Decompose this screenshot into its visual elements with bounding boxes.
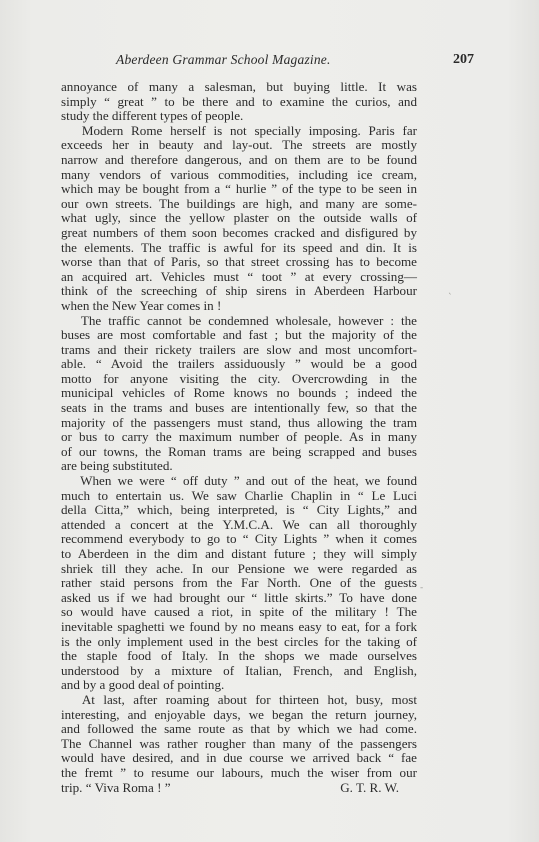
text-line: of our towns, the Roman trams are being scrapped and buses xyxy=(61,443,417,459)
text-line: so would have caused a riot, in spite of the military ! The xyxy=(61,604,417,620)
text-line: the staple food of Italy. In the shops we made ourselves xyxy=(61,648,417,664)
text-line: The Channel was rather rougher than many of the passengers xyxy=(61,735,417,751)
text-line: much to entertain us. We saw Charlie Chaplin in “ Le Luci xyxy=(61,487,417,503)
text-line: rather staid persons from the Far North. One of the guests xyxy=(61,575,417,591)
text-line: our own streets. The buildings are high, and many are some- xyxy=(61,195,417,211)
text-line: annoyance of many a salesman, but buying little. It was xyxy=(61,79,417,94)
text-line: is the only implement used in the best circles for the taking of xyxy=(61,633,417,649)
text-line: asked us if we had brought our “ little skirts.” To have done xyxy=(61,589,417,605)
text-line: interesting, and enjoyable days, we began the return journey, xyxy=(61,706,417,722)
author-signature: G. T. R. W. xyxy=(340,779,399,795)
closing-text: trip. “ Viva Roma ! ” xyxy=(61,779,171,795)
text-line: think of the screeching of ship sirens in Aberdeen Harbour xyxy=(61,283,417,299)
text-line: when the New Year comes in ! xyxy=(61,297,222,313)
text-line: which may be bought from a “ hurlie ” of the type to be seen in xyxy=(61,181,417,197)
text-line: and followed the same route as that by which we had come. xyxy=(61,721,417,737)
text-line: buses are most comfortable and fast ; but the majority of the xyxy=(61,327,417,343)
text-line: attended a concert at the Y.M.C.A. We can all thoroughly xyxy=(61,516,417,532)
text-line: able. “ Avoid the trailers assiduously ” would be a good xyxy=(61,356,417,372)
text-line: narrow and therefore dangerous, and on them are to be found xyxy=(61,151,417,167)
closing-line xyxy=(61,781,417,796)
text-line: and by a good deal of pointing. xyxy=(61,677,225,693)
text-line: municipal vehicles of Rome knows no bounds ; indeed the xyxy=(61,385,417,401)
stray-mark: - xyxy=(420,583,424,593)
text-line: Modern Rome herself is not specially imposing. Paris far xyxy=(61,122,417,138)
text-line: the elements. The traffic is awful for its speed and din. It is xyxy=(61,239,417,255)
text-line: trams and their rickety trailers are slow and most uncomfort- xyxy=(61,341,417,357)
text-line: seats in the trams and buses are intentionally few, so that the xyxy=(61,400,417,416)
text-line: study the different types of people. xyxy=(61,108,244,124)
text-line: many vendors of various commodities, including ice cream, xyxy=(61,166,417,182)
running-header xyxy=(60,52,480,70)
article-paragraph xyxy=(61,314,417,475)
text-line: At last, after roaming about for thirteen hot, busy, most xyxy=(61,691,417,707)
stray-mark: ` xyxy=(448,293,453,303)
article-paragraph xyxy=(61,80,417,124)
article-paragraph xyxy=(61,693,417,781)
text-line: exceeds her in beauty and lay-out. The streets are mostly xyxy=(61,137,417,153)
text-line: what ugly, since the yellow plaster on the outside walls of xyxy=(61,210,417,226)
text-line: recommend everybody to go to “ City Lights ” when it comes xyxy=(61,531,417,547)
text-line: majority of the passengers must stand, thus allowing the tram xyxy=(61,414,417,430)
text-line: would have desired, and in due course we arrived back “ fae xyxy=(61,750,417,766)
text-line: or bus to carry the maximum number of people. As in many xyxy=(61,429,417,445)
text-line: an acquired art. Vehicles must “ toot ” at every crossing— xyxy=(61,268,417,284)
article-paragraph xyxy=(61,124,417,314)
text-line: worse than that of Paris, so that street crossing has to become xyxy=(61,254,417,270)
text-line: great numbers of them soon becomes cracked and disfigured by xyxy=(61,224,417,240)
text-line: simply “ great ” to be there and to examine the curios, and xyxy=(61,93,417,109)
text-line: shriek till they ache. In our Pensione we were regarded as xyxy=(61,560,417,576)
page-number: 207 xyxy=(453,52,474,67)
text-line: motto for anyone visiting the city. Overcrowding in the xyxy=(61,370,417,386)
text-line: understood by a mixture of Italian, French, and English, xyxy=(61,662,417,678)
text-line: inevitable spaghetti we found by no means easy to eat, for a fork xyxy=(61,618,417,634)
text-line: The traffic cannot be condemned wholesale, however : the xyxy=(61,312,417,328)
article-body xyxy=(61,80,417,795)
text-line: When we were “ off duty ” and out of the heat, we found xyxy=(61,473,417,489)
article-paragraph xyxy=(61,474,417,693)
text-line: della Citta,” which, being interpreted, is “ City Lights,” and xyxy=(61,502,417,518)
magazine-title: Aberdeen Grammar School Magazine. xyxy=(116,52,331,67)
text-line: are being substituted. xyxy=(61,458,173,474)
text-line: to Aberdeen in the dim and distant future ; they will simply xyxy=(61,546,417,561)
text-line: the fremt ” to resume our labours, much the wiser from our xyxy=(61,764,417,780)
